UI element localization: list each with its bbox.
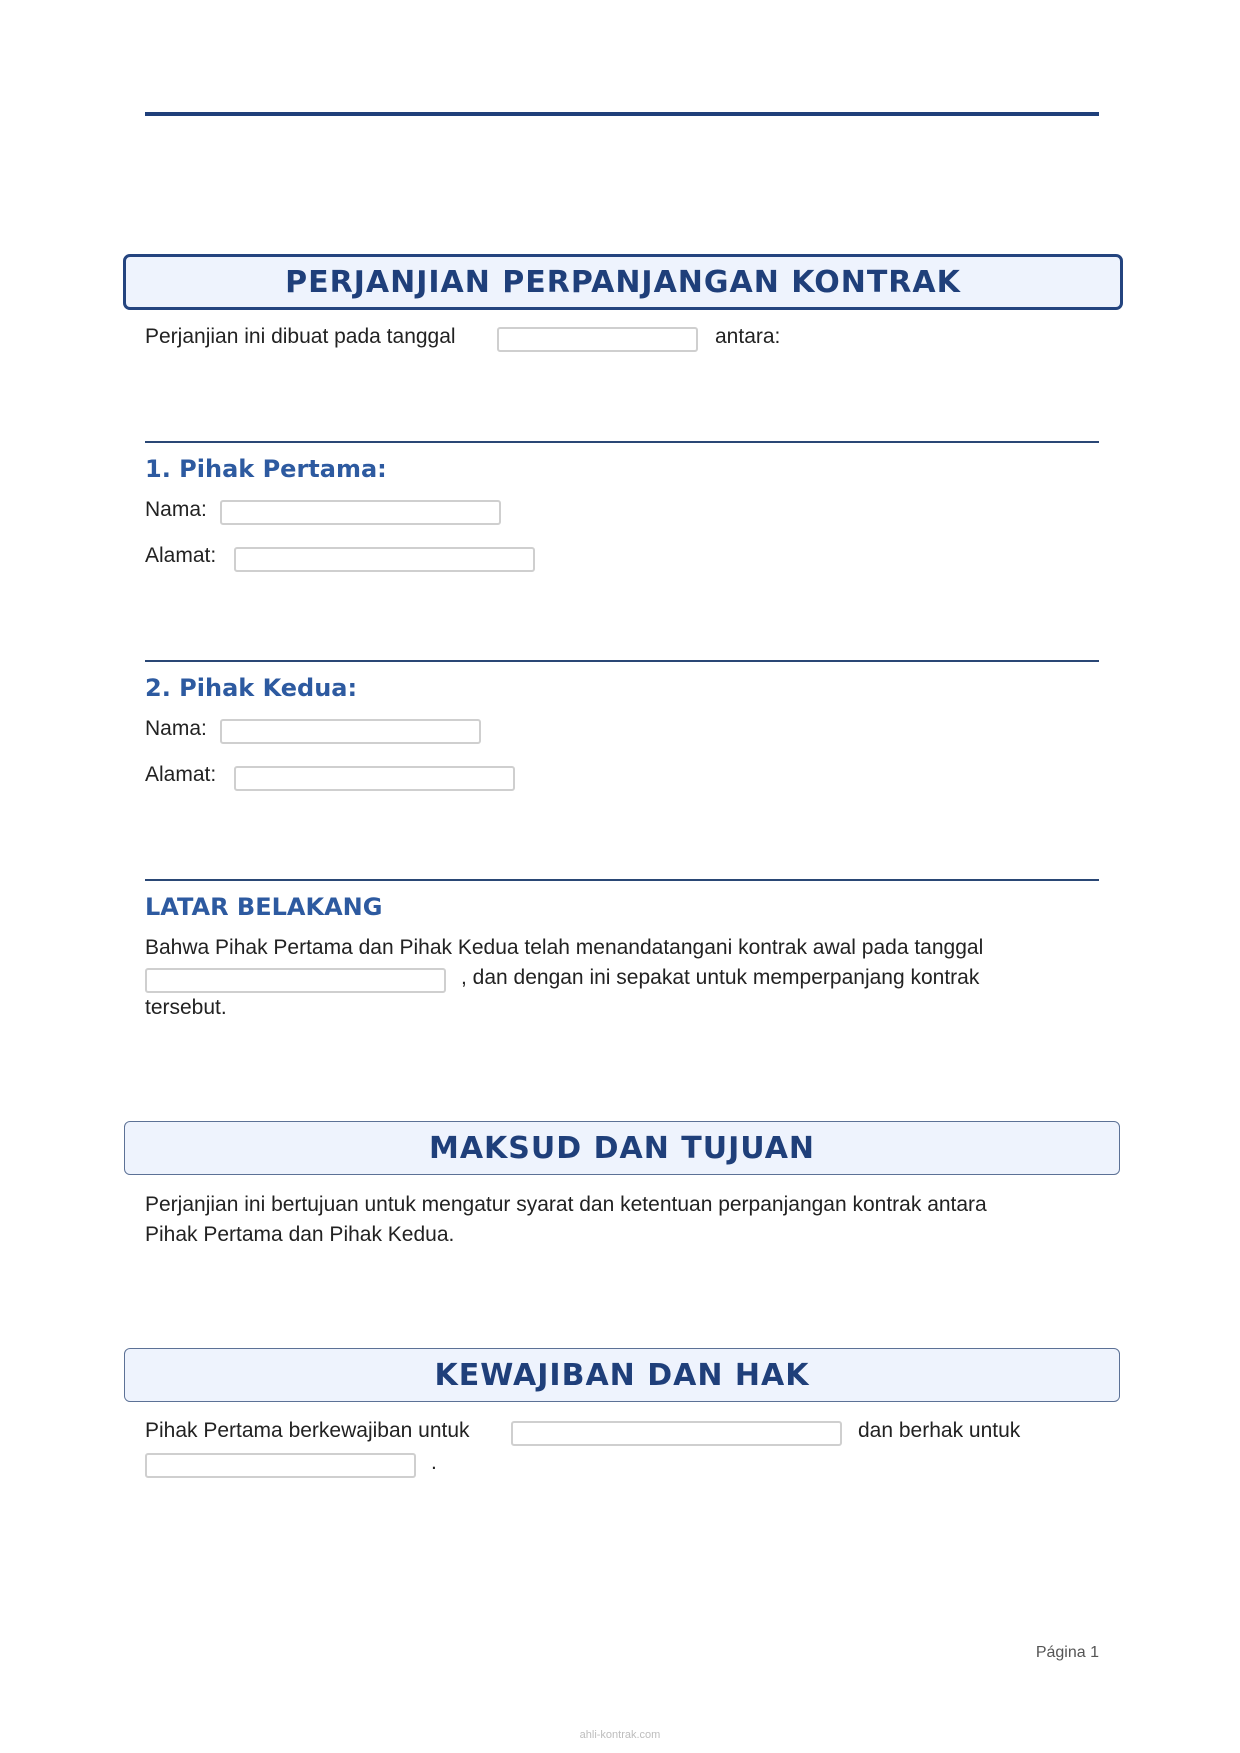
page-number: Página 1: [1035, 1644, 1099, 1661]
pihak-kedua-alamat-field[interactable]: [234, 766, 515, 791]
pihak-pertama-alamat-field[interactable]: [234, 547, 535, 572]
kewajiban-hak-box: [124, 1348, 1120, 1402]
pihak-kedua-nama-field[interactable]: [220, 719, 481, 744]
kewajiban-prefix: Pihak Pertama berkewajiban untuk: [145, 1419, 470, 1442]
pihak-pertama-heading: 1. Pihak Pertama:: [145, 455, 387, 483]
intro-text: Perjanjian ini dibuat pada tanggal: [145, 325, 456, 348]
pihak-kedua-alamat-label: Alamat:: [145, 763, 217, 786]
document-title-box: [123, 254, 1123, 310]
section-divider-latar-belakang: [145, 879, 1099, 881]
latar-belakang-line1: Bahwa Pihak Pertama dan Pihak Kedua telah menandatangani kontrak awal pada tanggal: [145, 936, 984, 959]
maksud-tujuan-box: [124, 1121, 1120, 1175]
footer-site: ahli-kontrak.com: [579, 1729, 661, 1741]
intro-suffix: antara:: [715, 325, 781, 348]
top-divider: [145, 112, 1099, 116]
pihak-kedua-heading: 2. Pihak Kedua:: [145, 674, 358, 702]
section-divider-pihak-pertama: [145, 441, 1099, 443]
pihak-pertama-nama-label: Nama:: [145, 498, 207, 521]
agreement-date-field[interactable]: [497, 327, 698, 352]
obligation-field[interactable]: [511, 1421, 842, 1446]
maksud-tujuan-line1: Perjanjian ini bertujuan untuk mengatur syarat dan ketentuan perpanjangan kontrak antara: [145, 1193, 987, 1216]
document-title: PERJANJIAN PERPANJANGAN KONTRAK: [285, 264, 961, 300]
kewajiban-hak-heading: KEWAJIBAN DAN HAK: [434, 1357, 810, 1393]
maksud-tujuan-heading: MAKSUD DAN TUJUAN: [428, 1130, 816, 1166]
pihak-kedua-nama-label: Nama:: [145, 717, 207, 740]
right-field[interactable]: [145, 1453, 416, 1478]
maksud-tujuan-line2: Pihak Pertama dan Pihak Kedua.: [145, 1223, 455, 1246]
latar-belakang-line2: , dan dengan ini sepakat untuk memperpanjang kontrak: [461, 966, 980, 989]
latar-belakang-line3: tersebut.: [145, 996, 227, 1019]
pihak-pertama-alamat-label: Alamat:: [145, 544, 217, 567]
pihak-pertama-nama-field[interactable]: [220, 500, 501, 525]
latar-belakang-heading: LATAR BELAKANG: [145, 893, 383, 921]
kewajiban-end: .: [431, 1451, 437, 1474]
section-divider-pihak-kedua: [145, 660, 1099, 662]
initial-contract-date-field[interactable]: [145, 968, 446, 993]
kewajiban-middle: dan berhak untuk: [858, 1419, 1021, 1442]
